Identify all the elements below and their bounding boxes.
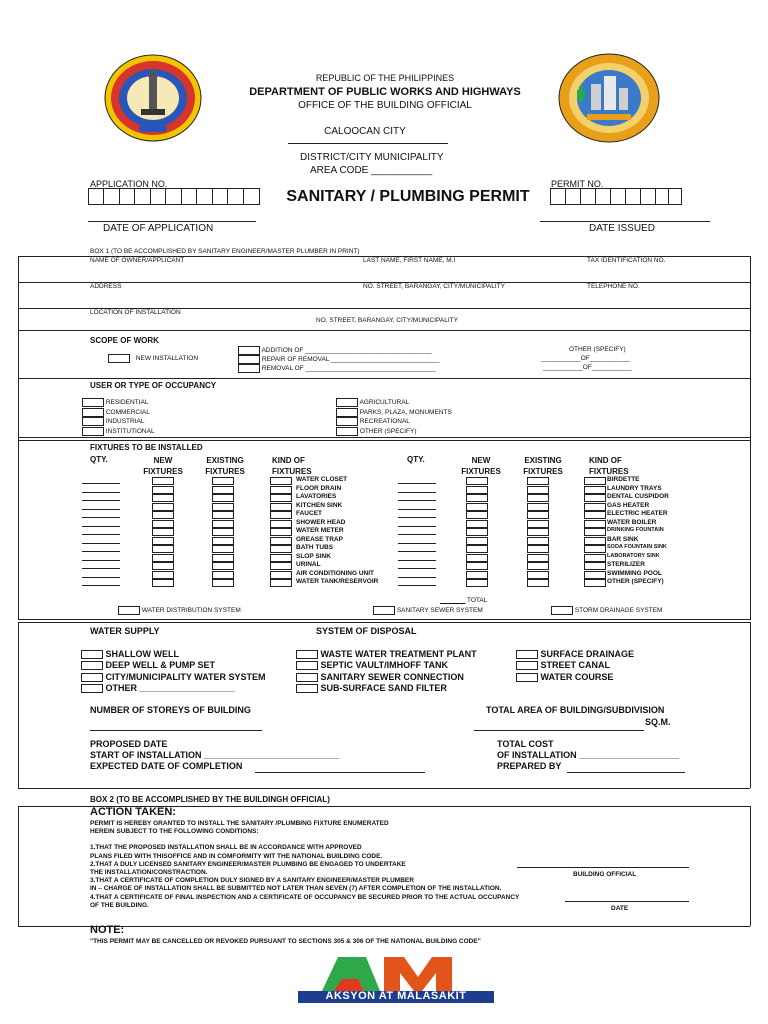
- permit-no-label: PERMIT NO.: [551, 179, 604, 189]
- new-fixtures-header-right: NEW FIXTURES: [461, 456, 501, 476]
- water-supply-option[interactable]: SHALLOW WELL: [81, 649, 266, 660]
- fixture-label: OTHER (SPECIFY): [607, 578, 664, 585]
- new-fixture-checkbox[interactable]: [466, 494, 488, 502]
- water-supply-option[interactable]: DEEP WELL & PUMP SET: [81, 660, 266, 671]
- new-fixture-checkbox[interactable]: [466, 545, 488, 553]
- occupancy-checkbox[interactable]: [82, 398, 104, 407]
- kind-fixture-checkbox[interactable]: [584, 520, 606, 528]
- existing-fixtures-header-left: EXISTING FIXTURES: [205, 456, 245, 476]
- caloocan-seal-logo: [103, 53, 203, 143]
- new-fixture-checkbox[interactable]: [466, 571, 488, 579]
- fixture-label: GAS HEATER: [607, 501, 650, 509]
- fixture-label: LAUNDRY TRAYS: [607, 484, 662, 492]
- fixture-label: AIR CONDITIONING UNIT: [296, 569, 374, 577]
- occupancy-option[interactable]: AGRICULTURAL: [336, 398, 452, 408]
- existing-fixture-checkbox[interactable]: [212, 511, 234, 519]
- form-title: SANITARY / PLUMBING PERMIT: [286, 188, 530, 205]
- kind-fixture-checkbox[interactable]: [584, 545, 606, 553]
- sanitary-sewer-checkbox[interactable]: [373, 606, 395, 615]
- existing-fixtures-header-right: EXISTING FIXTURES: [523, 456, 563, 476]
- water-supply-checkbox[interactable]: [81, 650, 103, 659]
- fixture-label: SLOP SINK: [296, 552, 331, 560]
- qty-field[interactable]: [398, 500, 436, 501]
- storm-drainage-checkbox[interactable]: [551, 606, 573, 615]
- fixture-label: URINAL: [296, 561, 321, 568]
- existing-fixture-checkbox[interactable]: [212, 579, 234, 587]
- new-fixture-checkbox[interactable]: [152, 571, 174, 579]
- disposal-checkbox[interactable]: [296, 650, 318, 659]
- qty-field[interactable]: [82, 560, 120, 561]
- kind-fixture-checkbox[interactable]: [584, 562, 606, 570]
- kind-fixture-checkbox[interactable]: [584, 554, 606, 562]
- existing-fixture-checkbox[interactable]: [527, 579, 549, 587]
- occupancy-checkbox[interactable]: [336, 398, 358, 407]
- new-fixture-checkbox[interactable]: [466, 579, 488, 587]
- kind-fixture-checkbox[interactable]: [270, 554, 292, 562]
- existing-fixture-checkbox[interactable]: [212, 477, 234, 485]
- fixture-label: DENTAL CUSPIDOR: [607, 493, 669, 500]
- occupancy-option[interactable]: RESIDENTIAL: [82, 398, 155, 408]
- date-signature-line[interactable]: [565, 901, 689, 902]
- owner-format-label: LAST NAME, FIRST NAME, M.I: [363, 257, 456, 264]
- occupancy-checkbox[interactable]: [336, 427, 358, 436]
- occupancy-left-list[interactable]: [82, 398, 155, 437]
- total-label: TOTAL: [467, 597, 488, 604]
- conditions-text: PERMIT IS HEREBY GRANTED TO INSTALL THE SANITARY /PLUMBING FIXTURE ENUMERATED HEREIN SUBJECT TO THE FOLLOWING CONDITIONS: 1.THAT THE PROPOSED INSTALLATION SHALL BE IN ACCORDANCE WITH APPROVED PLANS FILED WITH THISOFFICE AND IN COMFORMITY WIT THE NATIONAL BUIILDING CODE. 2.THAT A DULY LICENSED SANITARY ENGINEER/MASTER PLUMBING BE ENGAGED TO UNDERTAKE THE INSTALLATION/CONSTRACTION. 3.THAT A CERTIFICATE OF COMPLETION DULY SIGNED BY A SANITARY ENGINEER/MASTER PLUMBER IN – CHARGE OF INSTALLATION SHALL BE SUBMITTED NOT LATER THAN SEVEN (7) AFTER COMPLETION OF THE INSTALLATION. 4.THAT A CERTIFICATE OF FINAL INSPECTION AND A CERTIFICATE OF OCCUPANCY BE SECURED PRIOR TO THE ACTUAL OCCUPANCY OF THE BUILDING.: [90, 820, 520, 909]
- disposal-option[interactable]: WASTE WATER TREATMENT PLANT: [296, 649, 477, 660]
- sanitary-sewer-option[interactable]: SANITARY SEWER SYSTEM: [373, 606, 483, 615]
- qty-field[interactable]: [82, 500, 120, 501]
- am-tagline: AKSYON AT MALASAKIT: [325, 990, 467, 1002]
- kind-fixture-checkbox[interactable]: [270, 528, 292, 536]
- qty-field[interactable]: [82, 577, 120, 578]
- proposed-date-label: PROPOSED DATE: [90, 739, 168, 749]
- action-taken-heading: ACTION TAKEN:: [90, 806, 176, 818]
- new-fixtures-header-left: NEW FIXTURES: [143, 456, 183, 476]
- kind-fixture-checkbox[interactable]: [584, 477, 606, 485]
- fixture-label: SHOWER HEAD: [296, 518, 346, 526]
- disposal-heading: SYSTEM OF DISPOSAL: [316, 626, 417, 636]
- qty-field[interactable]: [398, 585, 436, 586]
- new-installation-checkbox[interactable]: [108, 354, 130, 363]
- fixture-label: FLOOR DRAIN: [296, 484, 342, 492]
- application-no-boxes[interactable]: [88, 188, 260, 211]
- existing-fixture-checkbox[interactable]: [212, 503, 234, 511]
- storm-drainage-option[interactable]: STORM DRAINAGE SYSTEM: [551, 606, 662, 615]
- fixture-label: SWIMMING POOL: [607, 569, 662, 577]
- new-fixture-checkbox[interactable]: [466, 562, 488, 570]
- fixture-label: LABORATORY SINK: [607, 552, 660, 559]
- existing-fixture-checkbox[interactable]: [527, 571, 549, 579]
- other-line-2[interactable]: ___________OF___________: [543, 364, 632, 371]
- city-text: CALOOCAN CITY: [324, 126, 406, 137]
- disposal-option[interactable]: SEPTIC VAULT/IMHOFF TANK: [296, 660, 477, 671]
- fixture-label: STERILIZER: [607, 561, 645, 568]
- water-distribution-checkbox[interactable]: [118, 606, 140, 615]
- qty-field[interactable]: [398, 526, 436, 527]
- qty-field[interactable]: [398, 517, 436, 518]
- expected-completion-field[interactable]: [255, 772, 425, 773]
- qty-field[interactable]: [82, 568, 120, 569]
- qty-field[interactable]: [82, 492, 120, 493]
- fixture-label: GREASE TRAP: [296, 535, 343, 543]
- new-fixture-checkbox[interactable]: [466, 511, 488, 519]
- existing-fixture-checkbox[interactable]: [212, 494, 234, 502]
- qty-field[interactable]: [82, 517, 120, 518]
- fixture-label: BATH TUBS: [296, 544, 334, 551]
- kind-fixture-checkbox[interactable]: [270, 562, 292, 570]
- new-fixture-checkbox[interactable]: [466, 528, 488, 536]
- water-supply-checkbox[interactable]: [81, 673, 103, 682]
- scope-options[interactable]: [238, 346, 440, 374]
- water-supply-option[interactable]: OTHER ___________________: [81, 683, 266, 694]
- occupancy-checkbox[interactable]: [336, 408, 358, 417]
- fixtures-heading: FIXTURES TO BE INSTALLED: [90, 443, 203, 452]
- new-fixture-checkbox[interactable]: [152, 537, 174, 545]
- note-text: "THIS PERMIT MAY BE CANCELLED OR REVOKED PURSUANT TO SECTIONS 305 & 306 OF THE NATIONAL BUILDING CODE": [90, 938, 481, 945]
- kind-header-left: KIND OF FIXTURES: [272, 456, 312, 476]
- occupancy-checkbox[interactable]: [82, 417, 104, 426]
- prepared-by-field[interactable]: [567, 772, 685, 773]
- fixture-label: LAVATORIES: [296, 493, 337, 500]
- kind-fixture-checkbox[interactable]: [584, 528, 606, 536]
- building-official-seal-logo: [557, 52, 662, 144]
- occupancy-checkbox[interactable]: [82, 427, 104, 436]
- building-official-label: BUILDING OFFICIAL: [573, 871, 637, 878]
- existing-fixture-checkbox[interactable]: [527, 486, 549, 494]
- kind-fixture-checkbox[interactable]: [270, 503, 292, 511]
- expected-completion-label: EXPECTED DATE OF COMPLETION: [90, 761, 243, 771]
- kind-header-right: KIND OF FIXTURES: [589, 456, 629, 476]
- existing-fixture-checkbox[interactable]: [212, 554, 234, 562]
- water-supply-checkbox[interactable]: [81, 684, 103, 693]
- fixture-label: WATER METER: [296, 527, 344, 534]
- fixture-label: BIRDETTE: [607, 476, 640, 483]
- prepared-by-label: PREPARED BY: [497, 761, 562, 771]
- existing-fixture-checkbox[interactable]: [212, 571, 234, 579]
- existing-fixture-checkbox[interactable]: [527, 537, 549, 545]
- occupancy-option[interactable]: PARKS, PLAZA, MONUMENTS: [336, 408, 452, 418]
- kind-fixture-checkbox[interactable]: [584, 571, 606, 579]
- note-heading: NOTE:: [90, 924, 125, 936]
- kind-fixture-checkbox[interactable]: [270, 511, 292, 519]
- sqm-label: SQ.M.: [645, 717, 671, 727]
- fixture-label: SODA FOUNTAIN SINK: [607, 544, 667, 550]
- fixture-label: WATER CLOSET: [296, 476, 348, 483]
- existing-fixture-checkbox[interactable]: [527, 477, 549, 485]
- scope-heading: SCOPE OF WORK: [90, 336, 159, 345]
- tin-label: TAX IDENTIFICATION NO.: [587, 257, 666, 264]
- qty-field[interactable]: [398, 483, 436, 484]
- application-no-label: APPLICATION NO.: [90, 179, 168, 189]
- kind-fixture-checkbox[interactable]: [270, 571, 292, 579]
- new-installation-option[interactable]: NEW INSTALLATION: [108, 354, 198, 363]
- new-fixture-checkbox[interactable]: [466, 520, 488, 528]
- kind-fixture-checkbox[interactable]: [584, 579, 606, 587]
- new-fixture-checkbox[interactable]: [466, 554, 488, 562]
- other-specify-label: OTHER (SPECIFY): [569, 346, 626, 353]
- fixture-label: BAR SINK: [607, 535, 639, 543]
- fixture-label: FAUCET: [296, 510, 322, 517]
- new-fixture-checkbox[interactable]: [152, 562, 174, 570]
- addition-option[interactable]: ADDITION OF ___________________________________: [238, 346, 440, 355]
- water-supply-heading: WATER SUPPLY: [90, 626, 160, 636]
- qty-header-left: QTY.: [90, 455, 108, 464]
- water-distribution-option[interactable]: WATER DISTRIBUTION SYSTEM: [118, 606, 241, 615]
- qty-field[interactable]: [398, 551, 436, 552]
- disposal-options[interactable]: [296, 649, 477, 694]
- drainage-option[interactable]: WATER COURSE: [516, 672, 634, 683]
- location-field-line[interactable]: [18, 330, 750, 331]
- qty-field[interactable]: [398, 568, 436, 569]
- total-area-field[interactable]: [474, 730, 644, 731]
- qty-field[interactable]: [398, 509, 436, 510]
- addition-checkbox[interactable]: [238, 346, 260, 355]
- fixture-label: ELECTRIC HEATER: [607, 510, 668, 517]
- district-text: DISTRICT/CITY MUNICIPALITY: [300, 152, 444, 163]
- disposal-checkbox[interactable]: [296, 673, 318, 682]
- drainage-checkbox[interactable]: [516, 650, 538, 659]
- building-official-signature-line[interactable]: [517, 867, 689, 868]
- existing-fixture-checkbox[interactable]: [527, 554, 549, 562]
- address-label: ADDRESS: [90, 283, 122, 290]
- am-letters: [340, 958, 341, 959]
- new-fixture-checkbox[interactable]: [152, 511, 174, 519]
- date-issued-label: DATE ISSUED: [589, 223, 655, 234]
- cost-installation-label[interactable]: OF INSTALLATION ____________________: [497, 750, 680, 760]
- qty-field[interactable]: [398, 534, 436, 535]
- existing-fixture-checkbox[interactable]: [527, 511, 549, 519]
- kind-fixture-checkbox[interactable]: [270, 579, 292, 587]
- box2-heading: BOX 2 (TO BE ACCOMPLISHED BY THE BUILDINGH OFFICIAL): [90, 795, 330, 804]
- drainage-option[interactable]: STREET CANAL: [516, 660, 634, 671]
- kind-fixture-checkbox[interactable]: [584, 503, 606, 511]
- new-fixture-checkbox[interactable]: [152, 554, 174, 562]
- box2-date-label: DATE: [611, 905, 629, 912]
- republic-text: REPUBLIC OF THE PHILIPPINES: [315, 73, 455, 83]
- new-fixture-checkbox[interactable]: [152, 545, 174, 553]
- qty-field[interactable]: [82, 509, 120, 510]
- kind-fixture-checkbox[interactable]: [584, 486, 606, 494]
- date-of-application-label: DATE OF APPLICATION: [103, 223, 214, 234]
- disposal-option[interactable]: SANITARY SEWER CONNECTION: [296, 672, 477, 683]
- fixture-label: KITCHEN SINK: [296, 501, 343, 509]
- water-supply-options[interactable]: [81, 649, 266, 694]
- qty-field[interactable]: [82, 534, 120, 535]
- kind-fixture-checkbox[interactable]: [270, 477, 292, 485]
- drainage-checkbox[interactable]: [516, 673, 538, 682]
- qty-field[interactable]: [398, 577, 436, 578]
- occupancy-heading: USER OR TYPE OF OCCUPANCY: [90, 381, 217, 390]
- existing-fixture-checkbox[interactable]: [212, 562, 234, 570]
- new-fixture-checkbox[interactable]: [152, 494, 174, 502]
- existing-fixture-checkbox[interactable]: [527, 494, 549, 502]
- disposal-checkbox[interactable]: [296, 684, 318, 693]
- new-fixture-checkbox[interactable]: [152, 486, 174, 494]
- existing-fixture-checkbox[interactable]: [212, 520, 234, 528]
- existing-fixture-checkbox[interactable]: [527, 528, 549, 536]
- qty-field[interactable]: [82, 551, 120, 552]
- existing-fixture-checkbox[interactable]: [212, 528, 234, 536]
- occupancy-option[interactable]: RECREATIONAL: [336, 417, 452, 427]
- new-fixture-checkbox[interactable]: [466, 486, 488, 494]
- drainage-options[interactable]: [516, 649, 634, 683]
- occupancy-checkbox[interactable]: [336, 417, 358, 426]
- occupancy-right-list[interactable]: [336, 398, 452, 437]
- existing-fixture-checkbox[interactable]: [212, 486, 234, 494]
- qty-field[interactable]: [398, 543, 436, 544]
- permit-no-boxes[interactable]: [550, 188, 682, 211]
- new-fixture-checkbox[interactable]: [152, 520, 174, 528]
- start-installation-label[interactable]: START OF INSTALLATION ___________________________: [90, 750, 340, 760]
- kind-fixture-checkbox[interactable]: [270, 537, 292, 545]
- telephone-label: TELEPHONE NO.: [587, 283, 640, 290]
- removal-checkbox[interactable]: [238, 364, 260, 373]
- new-fixture-checkbox[interactable]: [152, 503, 174, 511]
- existing-fixture-checkbox[interactable]: [527, 503, 549, 511]
- existing-fixture-checkbox[interactable]: [527, 545, 549, 553]
- fixture-label: DRINKING FOUNTAIN: [607, 527, 664, 533]
- kind-fixture-checkbox[interactable]: [584, 511, 606, 519]
- box1-heading: BOX 1 (TO BE ACCOMPLISHED BY SANITARY ENGINEER/MASTER PLUMBER IN PRINT): [90, 248, 360, 255]
- location-format-label: NO. STREET, BARANGAY, CITY/MUNICIPALITY: [316, 317, 458, 324]
- other-line-1[interactable]: ___________OF___________: [541, 355, 630, 362]
- storeys-label: NUMBER OF STOREYS OF BUILDING: [90, 705, 251, 715]
- qty-field[interactable]: [82, 585, 120, 586]
- new-fixture-checkbox[interactable]: [152, 477, 174, 485]
- kind-fixture-checkbox[interactable]: [270, 486, 292, 494]
- address-format-label: NO. STREET, BARANGAY, CITY/MUNICIPALITY: [363, 283, 505, 290]
- location-label: LOCATION OF INSTALLATION: [90, 309, 181, 316]
- new-fixture-checkbox[interactable]: [152, 579, 174, 587]
- occupancy-option[interactable]: INSTITUTIONAL: [82, 427, 155, 437]
- qty-field[interactable]: [398, 492, 436, 493]
- existing-fixture-checkbox[interactable]: [212, 537, 234, 545]
- qty-header-right: QTY.: [407, 455, 425, 464]
- owner-label: NAME OF OWNER/APPLICANT: [90, 257, 185, 264]
- fixture-label: WATER BOILER: [607, 518, 657, 526]
- disposal-option[interactable]: SUB-SURFACE SAND FILTER: [296, 683, 477, 694]
- occupancy-option[interactable]: INDUSTRIAL: [82, 417, 155, 427]
- office-text: OFFICE OF THE BUILDING OFFICIAL: [298, 100, 472, 111]
- occupancy-option[interactable]: OTHER (SPECIFY): [336, 427, 452, 437]
- qty-field[interactable]: [82, 526, 120, 527]
- existing-fixture-checkbox[interactable]: [212, 545, 234, 553]
- area-code-text: AREA CODE ___________: [310, 165, 433, 176]
- kind-fixture-checkbox[interactable]: [270, 545, 292, 553]
- qty-field[interactable]: [82, 543, 120, 544]
- occupancy-option[interactable]: COMMERCIAL: [82, 408, 155, 418]
- fixture-label: WATER TANK/RESERVOIR: [296, 578, 379, 585]
- existing-fixture-checkbox[interactable]: [527, 520, 549, 528]
- new-fixture-checkbox[interactable]: [152, 528, 174, 536]
- existing-fixture-checkbox[interactable]: [527, 562, 549, 570]
- kind-fixture-checkbox[interactable]: [584, 494, 606, 502]
- water-supply-checkbox[interactable]: [81, 661, 103, 670]
- qty-field[interactable]: [398, 560, 436, 561]
- drainage-checkbox[interactable]: [516, 661, 538, 670]
- qty-field[interactable]: [82, 483, 120, 484]
- new-fixture-checkbox[interactable]: [466, 477, 488, 485]
- repair-option[interactable]: REPAIR OF REMOVAL ______________________________: [238, 355, 440, 364]
- removal-option[interactable]: REMOVAL OF ____________________________________: [238, 364, 440, 373]
- total-cost-label: TOTAL COST: [497, 739, 554, 749]
- disposal-checkbox[interactable]: [296, 661, 318, 670]
- kind-fixture-checkbox[interactable]: [270, 494, 292, 502]
- new-fixture-checkbox[interactable]: [466, 503, 488, 511]
- storeys-field[interactable]: [90, 730, 262, 731]
- total-area-label: TOTAL AREA OF BUILDING/SUBDIVISION: [486, 705, 665, 715]
- drainage-option[interactable]: SURFACE DRAINAGE: [516, 649, 634, 660]
- new-fixture-checkbox[interactable]: [466, 537, 488, 545]
- kind-fixture-checkbox[interactable]: [584, 537, 606, 545]
- kind-fixture-checkbox[interactable]: [270, 520, 292, 528]
- department-text: DEPARTMENT OF PUBLIC WORKS AND HIGHWAYS: [249, 86, 521, 98]
- water-supply-option[interactable]: CITY/MUNICIPALITY WATER SYSTEM: [81, 672, 266, 683]
- repair-checkbox[interactable]: [238, 355, 260, 364]
- occupancy-checkbox[interactable]: [82, 408, 104, 417]
